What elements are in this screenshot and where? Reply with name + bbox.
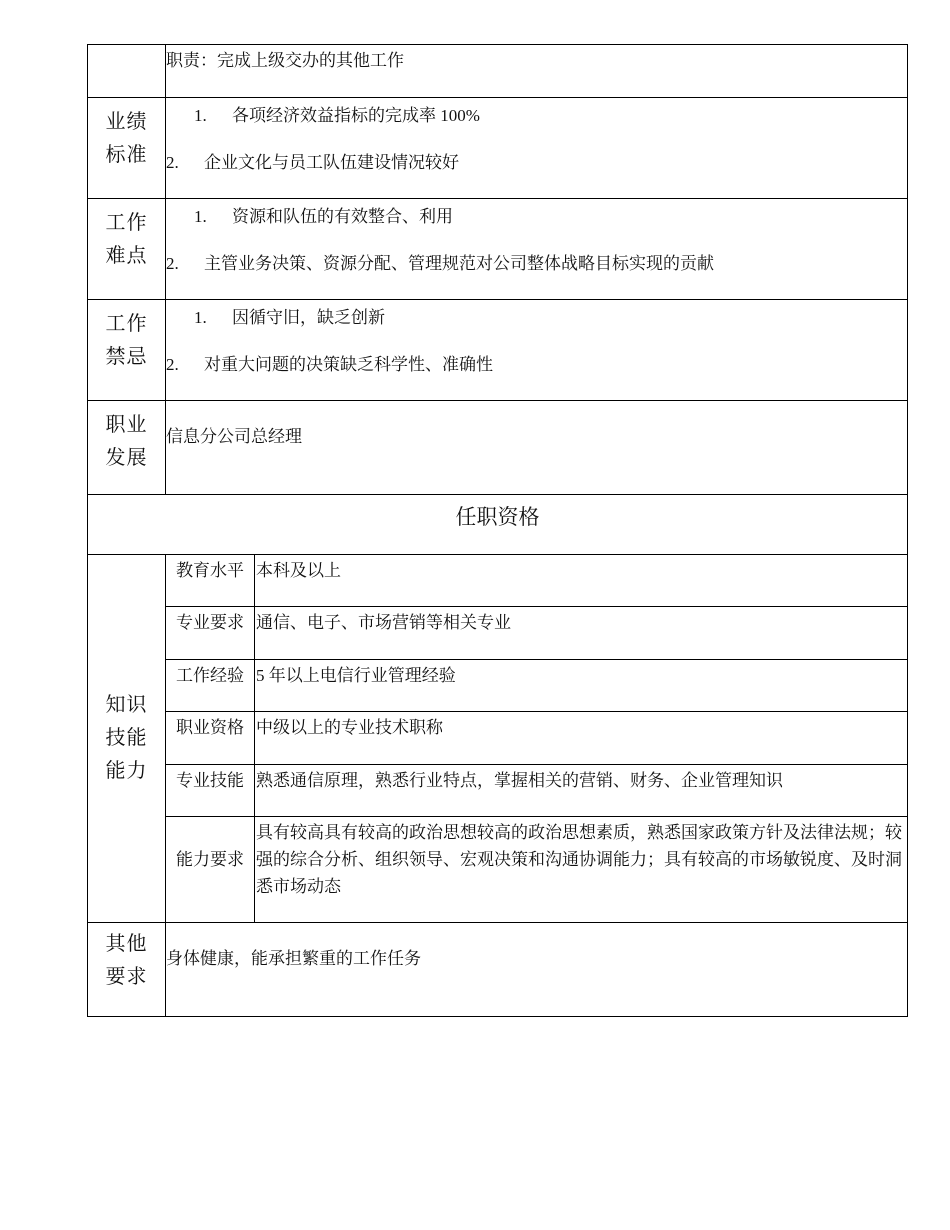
difficulty-row bbox=[88, 199, 908, 300]
performance-list bbox=[166, 98, 908, 199]
qualification-value: 5 年以上电信行业管理经验 bbox=[255, 660, 908, 712]
duty-text: 职责：完成上级交办的其他工作 bbox=[166, 45, 908, 98]
qualification-row bbox=[88, 817, 908, 923]
qualification-value: 具有较高具有较高的政治思想较高的政治思想素质，熟悉国家政策方针及法律法规；较强的综合分析、组织领导、宏观决策和沟通协调能力；具有较高的市场敏锐度、及时洞悉市场动态 bbox=[255, 817, 908, 923]
difficulty-list bbox=[166, 199, 908, 300]
list-item: 1. 因循守旧，缺乏创新 bbox=[194, 308, 385, 327]
qualification-row bbox=[88, 660, 908, 712]
qualification-row bbox=[88, 607, 908, 660]
performance-label: 业绩 标准 bbox=[88, 98, 166, 199]
section-title: 任职资格 bbox=[88, 495, 908, 555]
qualification-value: 本科及以上 bbox=[255, 555, 908, 607]
qualification-label: 工作经验 bbox=[166, 660, 255, 712]
qualification-row bbox=[88, 765, 908, 817]
qualification-value: 中级以上的专业技术职称 bbox=[255, 712, 908, 765]
taboo-row bbox=[88, 300, 908, 401]
taboo-label: 工作 禁忌 bbox=[88, 300, 166, 401]
qualification-label: 专业技能 bbox=[166, 765, 255, 817]
qualifications-title-row bbox=[88, 495, 908, 555]
qualification-value: 通信、电子、市场营销等相关专业 bbox=[255, 607, 908, 660]
career-row bbox=[88, 401, 908, 495]
qualification-label: 专业要求 bbox=[166, 607, 255, 660]
performance-row bbox=[88, 98, 908, 199]
qualification-label: 能力要求 bbox=[166, 817, 255, 923]
other-label: 其他 要求 bbox=[88, 923, 166, 1017]
list-item: 1. 资源和队伍的有效整合、利用 bbox=[194, 207, 453, 226]
career-label: 职业 发展 bbox=[88, 401, 166, 495]
other-text: 身体健康，能承担繁重的工作任务 bbox=[166, 923, 908, 1017]
taboo-list bbox=[166, 300, 908, 401]
other-row bbox=[88, 923, 908, 1017]
qualification-label: 职业资格 bbox=[166, 712, 255, 765]
list-item: 2. 对重大问题的决策缺乏科学性、准确性 bbox=[166, 355, 493, 374]
list-item: 1. 各项经济效益指标的完成率 100% bbox=[194, 106, 480, 125]
duty-label-cell bbox=[88, 45, 166, 98]
career-text: 信息分公司总经理 bbox=[166, 401, 908, 495]
duty-row bbox=[88, 45, 908, 98]
job-description-table bbox=[87, 44, 908, 1017]
list-item: 2. 主管业务决策、资源分配、管理规范对公司整体战略目标实现的贡献 bbox=[166, 254, 714, 273]
qualification-label: 教育水平 bbox=[166, 555, 255, 607]
qualification-row bbox=[88, 555, 908, 607]
knowledge-skills-label: 知识 技能 能力 bbox=[88, 555, 166, 923]
qualification-value: 熟悉通信原理，熟悉行业特点，掌握相关的营销、财务、企业管理知识 bbox=[255, 765, 908, 817]
list-item: 2. 企业文化与员工队伍建设情况较好 bbox=[166, 153, 459, 172]
qualification-row bbox=[88, 712, 908, 765]
difficulty-label: 工作 难点 bbox=[88, 199, 166, 300]
